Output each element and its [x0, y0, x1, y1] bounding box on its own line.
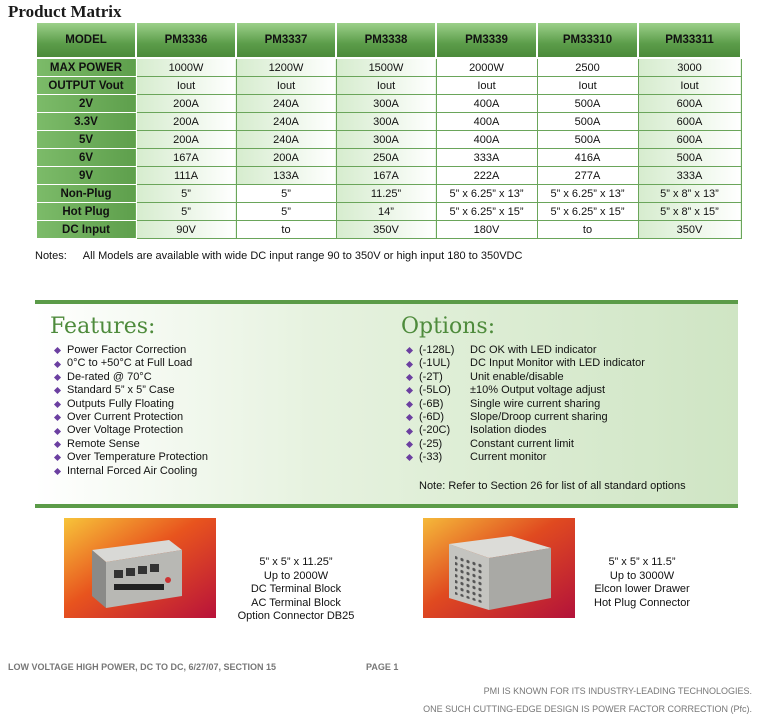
feature-label: 0°C to +50°C at Full Load: [67, 357, 193, 370]
matrix-cell: 600A: [638, 95, 741, 113]
feature-label: Standard 5” x 5” Case: [67, 384, 175, 397]
matrix-cell: 400A: [436, 131, 537, 149]
matrix-cell: 300A: [336, 131, 436, 149]
feature-item: [55, 465, 208, 478]
option-description: DC OK with LED indicator: [470, 344, 597, 356]
feature-label: Over Current Protection: [67, 411, 184, 424]
matrix-cell: Iout: [336, 77, 436, 95]
feature-label: Remote Sense: [67, 437, 140, 450]
option-description: ±10% Output voltage adjust: [470, 384, 606, 397]
matrix-cell: Iout: [136, 77, 236, 95]
diamond-bullet-icon: [406, 374, 413, 381]
diamond-bullet-icon: [406, 441, 413, 448]
option-item: [407, 344, 645, 357]
option-description: Current monitor: [470, 451, 547, 464]
matrix-cell: 1500W: [336, 58, 436, 77]
option-code: (-33): [419, 451, 443, 464]
matrix-cell: 500A: [537, 95, 638, 113]
feature-label: Outputs Fully Floating: [67, 397, 174, 410]
product-matrix: [35, 21, 740, 239]
footer-tagline-1: PMI IS KNOWN FOR ITS INDUSTRY-LEADING TECHNOLOGIES.: [483, 686, 752, 696]
matrix-row: [36, 221, 741, 239]
feature-item: [55, 357, 208, 370]
diamond-bullet-icon: [54, 468, 61, 475]
matrix-cell: 300A: [336, 95, 436, 113]
matrix-cell: 416A: [537, 149, 638, 167]
matrix-cell: 333A: [436, 149, 537, 167]
matrix-cell: 500A: [537, 131, 638, 149]
feature-item: [55, 411, 208, 424]
diamond-bullet-icon: [406, 401, 413, 408]
option-description: Slope/Droop current sharing: [470, 411, 608, 424]
matrix-cell: 5” x 6.25” x 15”: [537, 203, 638, 221]
option-description: DC Input Monitor with LED indicator: [470, 357, 645, 370]
matrix-row: [36, 167, 741, 185]
feature-item: [55, 344, 208, 357]
matrix-header-cell: PM3337: [236, 22, 336, 58]
caption-line: 5” x 5” x 11.5”: [608, 556, 676, 568]
option-item: [407, 451, 645, 464]
notes-label: Notes:: [35, 250, 67, 262]
matrix-cell: 5”: [236, 185, 336, 203]
matrix-cell: Iout: [436, 77, 537, 95]
matrix-header-cell: PM3338: [336, 22, 436, 58]
diamond-bullet-icon: [54, 387, 61, 394]
diamond-bullet-icon: [406, 414, 413, 421]
caption-line: Option Connector DB25: [237, 610, 355, 622]
matrix-row: [36, 58, 741, 77]
matrix-cell: 350V: [638, 221, 741, 239]
matrix-cell: to: [236, 221, 336, 239]
matrix-cell: 400A: [436, 95, 537, 113]
caption-line: Up to 3000W: [609, 569, 675, 582]
matrix-row-label: OUTPUT Vout: [36, 77, 136, 95]
matrix-cell: 5” x 6.25” x 13”: [436, 185, 537, 203]
matrix-cell: 222A: [436, 167, 537, 185]
caption-line: DC Terminal Block: [250, 583, 342, 595]
matrix-cell: 5” x 8” x 15”: [638, 203, 741, 221]
feature-label: Over Temperature Protection: [67, 451, 209, 464]
matrix-cell: to: [537, 221, 638, 239]
diamond-bullet-icon: [406, 387, 413, 394]
matrix-cell: Iout: [638, 77, 741, 95]
matrix-header-row: [36, 22, 741, 58]
matrix-header-model: MODEL: [36, 22, 136, 58]
matrix-row: [36, 149, 741, 167]
product-caption-2: [582, 556, 702, 610]
option-item: [407, 424, 645, 437]
option-item: [407, 398, 645, 411]
matrix-cell: 500A: [638, 149, 741, 167]
option-description: Unit enable/disable: [470, 370, 564, 383]
matrix-cell: 111A: [136, 167, 236, 185]
diamond-bullet-icon: [406, 361, 413, 368]
diamond-bullet-icon: [54, 361, 61, 368]
matrix-cell: 240A: [236, 113, 336, 131]
option-item: [407, 438, 645, 451]
footer-section-info: LOW VOLTAGE HIGH POWER, DC TO DC, 6/27/07, SECTION 15: [8, 662, 277, 672]
matrix-cell: Iout: [537, 77, 638, 95]
options-note: Note: Refer to Section 26 for list of all standard options: [419, 480, 686, 492]
matrix-cell: 200A: [136, 113, 236, 131]
matrix-cell: 2000W: [436, 58, 537, 77]
matrix-row: [36, 185, 741, 203]
options-title: Options:: [401, 314, 496, 339]
matrix-cell: 5”: [136, 185, 236, 203]
caption-line: AC Terminal Block: [251, 596, 341, 609]
option-code: (-6D): [419, 411, 445, 424]
matrix-row: [36, 95, 741, 113]
matrix-header-cell: PM3336: [136, 22, 236, 58]
option-item: [407, 411, 645, 424]
diamond-bullet-icon: [54, 374, 61, 381]
matrix-cell: 11.25”: [336, 185, 436, 203]
feature-label: Over Voltage Protection: [67, 424, 184, 437]
matrix-row: [36, 77, 741, 95]
matrix-cell: 1200W: [236, 58, 336, 77]
diamond-bullet-icon: [406, 428, 413, 435]
matrix-cell: 400A: [436, 113, 537, 131]
matrix-cell: 600A: [638, 131, 741, 149]
option-code: (-5LO): [419, 384, 451, 397]
matrix-cell: 300A: [336, 113, 436, 131]
matrix-cell: 333A: [638, 167, 741, 185]
matrix-cell: 600A: [638, 113, 741, 131]
feature-item: [55, 398, 208, 411]
matrix-cell: 1000W: [136, 58, 236, 77]
option-code: (-2T): [419, 370, 443, 383]
diamond-bullet-icon: [54, 401, 61, 408]
matrix-cell: 2500: [537, 58, 638, 77]
option-code: (-25): [419, 437, 443, 450]
product-photo-2: [423, 518, 575, 618]
diamond-bullet-icon: [54, 414, 61, 421]
features-list: [55, 344, 208, 478]
diamond-bullet-icon: [54, 428, 61, 435]
matrix-row: [36, 113, 741, 131]
product-photo-1: [64, 518, 216, 618]
matrix-body: [36, 58, 741, 239]
option-description: Isolation diodes: [470, 424, 547, 437]
feature-item: [55, 384, 208, 397]
matrix-header-cell: PM33310: [537, 22, 638, 58]
caption-line: Up to 2000W: [263, 569, 329, 582]
option-code: (-20C): [419, 424, 451, 437]
matrix-cell: 5”: [136, 203, 236, 221]
caption-line: 5” x 5” x 11.25”: [259, 556, 333, 568]
option-code: (-1UL): [419, 357, 451, 370]
matrix-row-label: MAX POWER: [36, 58, 136, 77]
feature-label: De-rated @ 70°C: [67, 370, 152, 383]
feature-label: Power Factor Correction: [67, 344, 187, 356]
diamond-bullet-icon: [54, 454, 61, 461]
matrix-cell: 5” x 6.25” x 15”: [436, 203, 537, 221]
feature-item: [55, 438, 208, 451]
matrix-cell: 90V: [136, 221, 236, 239]
matrix-cell: Iout: [236, 77, 336, 95]
matrix-cell: 167A: [136, 149, 236, 167]
matrix-row-label: 6V: [36, 149, 136, 167]
matrix-header-cell: PM3339: [436, 22, 537, 58]
matrix-row: [36, 203, 741, 221]
option-code: (-6B): [419, 397, 444, 410]
features-title: Features:: [50, 314, 156, 339]
matrix-cell: 250A: [336, 149, 436, 167]
options-list: [407, 344, 645, 465]
matrix-cell: 180V: [436, 221, 537, 239]
page-title: Product Matrix: [8, 2, 122, 21]
matrix-cell: 200A: [136, 95, 236, 113]
matrix-cell: 200A: [236, 149, 336, 167]
product-caption-1: [222, 556, 370, 624]
notes-text: All Models are available with wide DC input range 90 to 350V or high input 180 to 350VDC: [82, 250, 523, 262]
notes: [35, 250, 522, 262]
features-options-panel: [35, 300, 738, 508]
matrix-cell: 5” x 6.25” x 13”: [537, 185, 638, 203]
matrix-row-label: DC Input: [36, 221, 136, 239]
option-item: [407, 384, 645, 397]
matrix-header-cell: PM33311: [638, 22, 741, 58]
diamond-bullet-icon: [54, 347, 61, 354]
product-matrix-table: [35, 21, 742, 239]
matrix-row: [36, 131, 741, 149]
option-description: Single wire current sharing: [470, 397, 601, 410]
diamond-bullet-icon: [54, 441, 61, 448]
matrix-row-label: Hot Plug: [36, 203, 136, 221]
matrix-cell: 14”: [336, 203, 436, 221]
diamond-bullet-icon: [406, 454, 413, 461]
footer-tagline-2: ONE SUCH CUTTING-EDGE DESIGN IS POWER FACTOR CORRECTION (Pfc).: [423, 704, 752, 714]
matrix-cell: 200A: [136, 131, 236, 149]
matrix-cell: 5” x 8” x 13”: [638, 185, 741, 203]
matrix-row-label: 2V: [36, 95, 136, 113]
matrix-cell: 500A: [537, 113, 638, 131]
option-item: [407, 371, 645, 384]
matrix-cell: 240A: [236, 95, 336, 113]
feature-label: Internal Forced Air Cooling: [67, 464, 198, 477]
matrix-cell: 5”: [236, 203, 336, 221]
diamond-bullet-icon: [406, 347, 413, 354]
caption-line: Hot Plug Connector: [594, 596, 690, 609]
matrix-cell: 350V: [336, 221, 436, 239]
matrix-cell: 277A: [537, 167, 638, 185]
feature-item: [55, 371, 208, 384]
matrix-cell: 167A: [336, 167, 436, 185]
matrix-row-label: 9V: [36, 167, 136, 185]
matrix-row-label: 5V: [36, 131, 136, 149]
option-item: [407, 357, 645, 370]
option-code: (-128L): [419, 344, 455, 356]
matrix-row-label: 3.3V: [36, 113, 136, 131]
matrix-row-label: Non-Plug: [36, 185, 136, 203]
footer-page-number: PAGE 1: [366, 662, 399, 672]
matrix-cell: 133A: [236, 167, 336, 185]
option-description: Constant current limit: [470, 437, 574, 450]
matrix-cell: 3000: [638, 58, 741, 77]
caption-line: Elcon lower Drawer: [594, 583, 690, 595]
matrix-cell: 240A: [236, 131, 336, 149]
feature-item: [55, 424, 208, 437]
feature-item: [55, 451, 208, 464]
